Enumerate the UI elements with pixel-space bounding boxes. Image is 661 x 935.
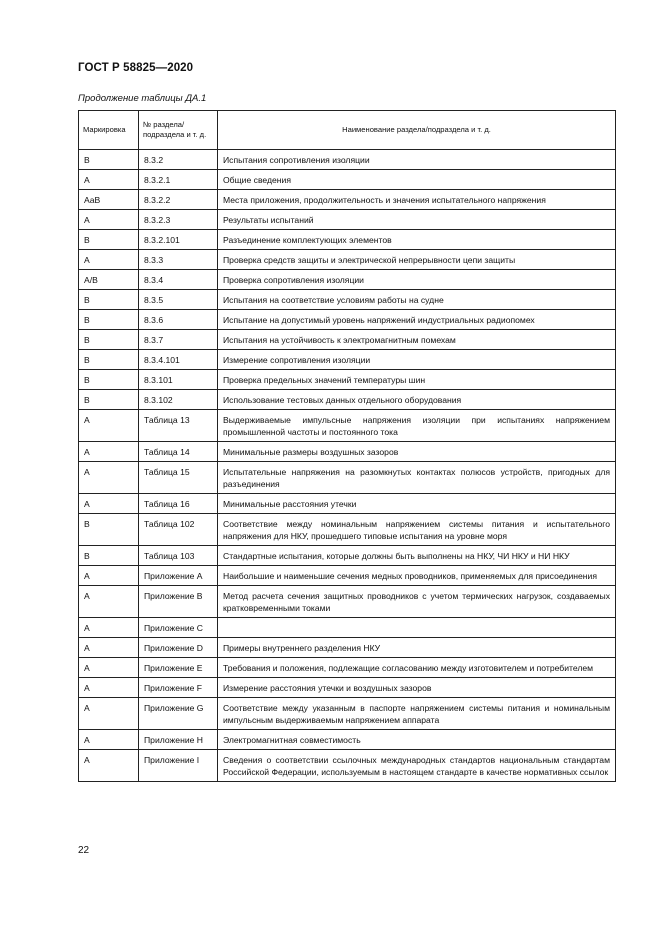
cell-section-number: 8.3.4 — [139, 270, 218, 290]
cell-section-number: Приложение А — [139, 566, 218, 586]
cell-section-number: 8.3.3 — [139, 250, 218, 270]
cell-marking: A — [79, 210, 139, 230]
cell-marking: A — [79, 410, 139, 442]
cell-section-number: 8.3.102 — [139, 390, 218, 410]
cell-marking: B — [79, 150, 139, 170]
table-row — [79, 566, 616, 586]
page-number: 22 — [78, 845, 90, 856]
cell-section-name: Электромагнитная совместимость — [218, 730, 616, 750]
cell-marking: A — [79, 250, 139, 270]
cell-section-name: Испытательные напряжения на разомкнутых контактах полюсов устройств, пригодных для разъединения — [218, 462, 616, 494]
table-row — [79, 638, 616, 658]
table-row — [79, 210, 616, 230]
cell-marking: B — [79, 330, 139, 350]
cell-marking: A/B — [79, 270, 139, 290]
table-caption: Продолжение таблицы ДА.1 — [78, 93, 207, 104]
cell-section-name: Соответствие между номинальным напряжением системы питания и испытательного напряжения для НКУ, прошедшего типовые испытания на уровне моря — [218, 514, 616, 546]
table-row — [79, 170, 616, 190]
cell-section-number: Таблица 103 — [139, 546, 218, 566]
cell-marking: A — [79, 442, 139, 462]
cell-section-name: Соответствие между указанным в паспорте напряжением системы питания и номинальным импульсным выдерживаемым напряжением аппарата — [218, 698, 616, 730]
cell-section-number: Таблица 102 — [139, 514, 218, 546]
table-row — [79, 150, 616, 170]
cell-section-number: Приложение В — [139, 586, 218, 618]
cell-marking: B — [79, 370, 139, 390]
cell-marking: A — [79, 618, 139, 638]
cell-section-number: 8.3.2.2 — [139, 190, 218, 210]
cell-section-number: 8.3.2.1 — [139, 170, 218, 190]
table-row — [79, 462, 616, 494]
table-row — [79, 250, 616, 270]
cell-section-number: Таблица 13 — [139, 410, 218, 442]
cell-section-name: Результаты испытаний — [218, 210, 616, 230]
cell-section-name: Разъединение комплектующих элементов — [218, 230, 616, 250]
cell-section-name: Наибольшие и наименьшие сечения медных проводников, применяемых для присоединения — [218, 566, 616, 586]
cell-section-number: Приложение D — [139, 638, 218, 658]
table-row — [79, 190, 616, 210]
cell-marking: A — [79, 638, 139, 658]
table-row — [79, 514, 616, 546]
cell-section-number: Приложение G — [139, 698, 218, 730]
cell-marking: A — [79, 586, 139, 618]
cell-section-name: Измерение сопротивления изоляции — [218, 350, 616, 370]
cell-marking: B — [79, 350, 139, 370]
cell-section-name: Выдерживаемые импульсные напряжения изоляции при испытаниях напряжением промышленной частоты и постоянного тока — [218, 410, 616, 442]
cell-marking: A — [79, 750, 139, 782]
cell-marking: A — [79, 494, 139, 514]
cell-marking: A — [79, 730, 139, 750]
table-row — [79, 310, 616, 330]
cell-marking: B — [79, 230, 139, 250]
table-row — [79, 410, 616, 442]
cell-section-name: Проверка предельных значений температуры шин — [218, 370, 616, 390]
table-row — [79, 546, 616, 566]
table-header-row — [79, 111, 616, 150]
cell-section-number: Таблица 14 — [139, 442, 218, 462]
table-row — [79, 390, 616, 410]
cell-section-number: Таблица 16 — [139, 494, 218, 514]
table-row — [79, 618, 616, 638]
cell-section-number: 8.3.7 — [139, 330, 218, 350]
cell-section-name: Испытание на допустимый уровень напряжений индустриальных радиопомех — [218, 310, 616, 330]
table-row — [79, 230, 616, 250]
cell-section-number: Приложение С — [139, 618, 218, 638]
column-header-section-name: Наименование раздела/подраздела и т. д. — [218, 111, 616, 150]
cell-section-number: 8.3.101 — [139, 370, 218, 390]
sections-table — [78, 110, 616, 782]
cell-section-name: Испытания на устойчивость к электромагнитным помехам — [218, 330, 616, 350]
cell-marking: B — [79, 390, 139, 410]
cell-marking: A — [79, 698, 139, 730]
cell-section-name — [218, 618, 616, 638]
cell-section-name: Требования и положения, подлежащие согласованию между изготовителем и потребителем — [218, 658, 616, 678]
cell-marking: B — [79, 546, 139, 566]
table-row — [79, 750, 616, 782]
cell-section-name: Сведения о соответствии ссылочных международных стандартов национальным стандартам Российской Федерации, используемым в настоящем стандарте в качестве нормативных ссылок — [218, 750, 616, 782]
cell-marking: A — [79, 678, 139, 698]
cell-section-name: Проверка средств защиты и электрической непрерывности цепи защиты — [218, 250, 616, 270]
cell-section-name: Минимальные расстояния утечки — [218, 494, 616, 514]
column-header-marking: Маркировка — [79, 111, 139, 150]
cell-section-name: Общие сведения — [218, 170, 616, 190]
cell-marking: B — [79, 290, 139, 310]
cell-section-number: 8.3.4.101 — [139, 350, 218, 370]
cell-marking: AaB — [79, 190, 139, 210]
table-row — [79, 586, 616, 618]
cell-marking: B — [79, 514, 139, 546]
cell-section-number: 8.3.2 — [139, 150, 218, 170]
table-row — [79, 330, 616, 350]
cell-section-name: Испытания сопротивления изоляции — [218, 150, 616, 170]
cell-marking: B — [79, 310, 139, 330]
table-row — [79, 730, 616, 750]
cell-section-name: Испытания на соответствие условиям работы на судне — [218, 290, 616, 310]
cell-section-name: Метод расчета сечения защитных проводников с учетом термических нагрузок, создаваемых кратковременными токами — [218, 586, 616, 618]
cell-section-number: Приложение F — [139, 678, 218, 698]
table-row — [79, 270, 616, 290]
cell-marking: A — [79, 170, 139, 190]
cell-marking: A — [79, 566, 139, 586]
cell-section-name: Измерение расстояния утечки и воздушных зазоров — [218, 678, 616, 698]
cell-section-name: Проверка сопротивления изоляции — [218, 270, 616, 290]
cell-section-number: Приложение I — [139, 750, 218, 782]
table-row — [79, 370, 616, 390]
table-row — [79, 290, 616, 310]
table-row — [79, 658, 616, 678]
cell-section-name: Стандартные испытания, которые должны быть выполнены на НКУ, ЧИ НКУ и НИ НКУ — [218, 546, 616, 566]
table-row — [79, 494, 616, 514]
cell-marking: A — [79, 462, 139, 494]
table-row — [79, 678, 616, 698]
cell-section-name: Места приложения, продолжительность и значения испытательного напряжения — [218, 190, 616, 210]
cell-section-name: Минимальные размеры воздушных зазоров — [218, 442, 616, 462]
document-code: ГОСТ Р 58825—2020 — [78, 62, 194, 74]
table-row — [79, 698, 616, 730]
cell-marking: A — [79, 658, 139, 678]
cell-section-name: Использование тестовых данных отдельного оборудования — [218, 390, 616, 410]
cell-section-name: Примеры внутреннего разделения НКУ — [218, 638, 616, 658]
cell-section-number: Приложение H — [139, 730, 218, 750]
cell-section-number: 8.3.6 — [139, 310, 218, 330]
cell-section-number: Таблица 15 — [139, 462, 218, 494]
cell-section-number: Приложение E — [139, 658, 218, 678]
table-row — [79, 442, 616, 462]
cell-section-number: 8.3.2.3 — [139, 210, 218, 230]
table-row — [79, 350, 616, 370]
cell-section-number: 8.3.5 — [139, 290, 218, 310]
cell-section-number: 8.3.2.101 — [139, 230, 218, 250]
column-header-section-number: № раздела/ подраздела и т. д. — [139, 111, 218, 150]
